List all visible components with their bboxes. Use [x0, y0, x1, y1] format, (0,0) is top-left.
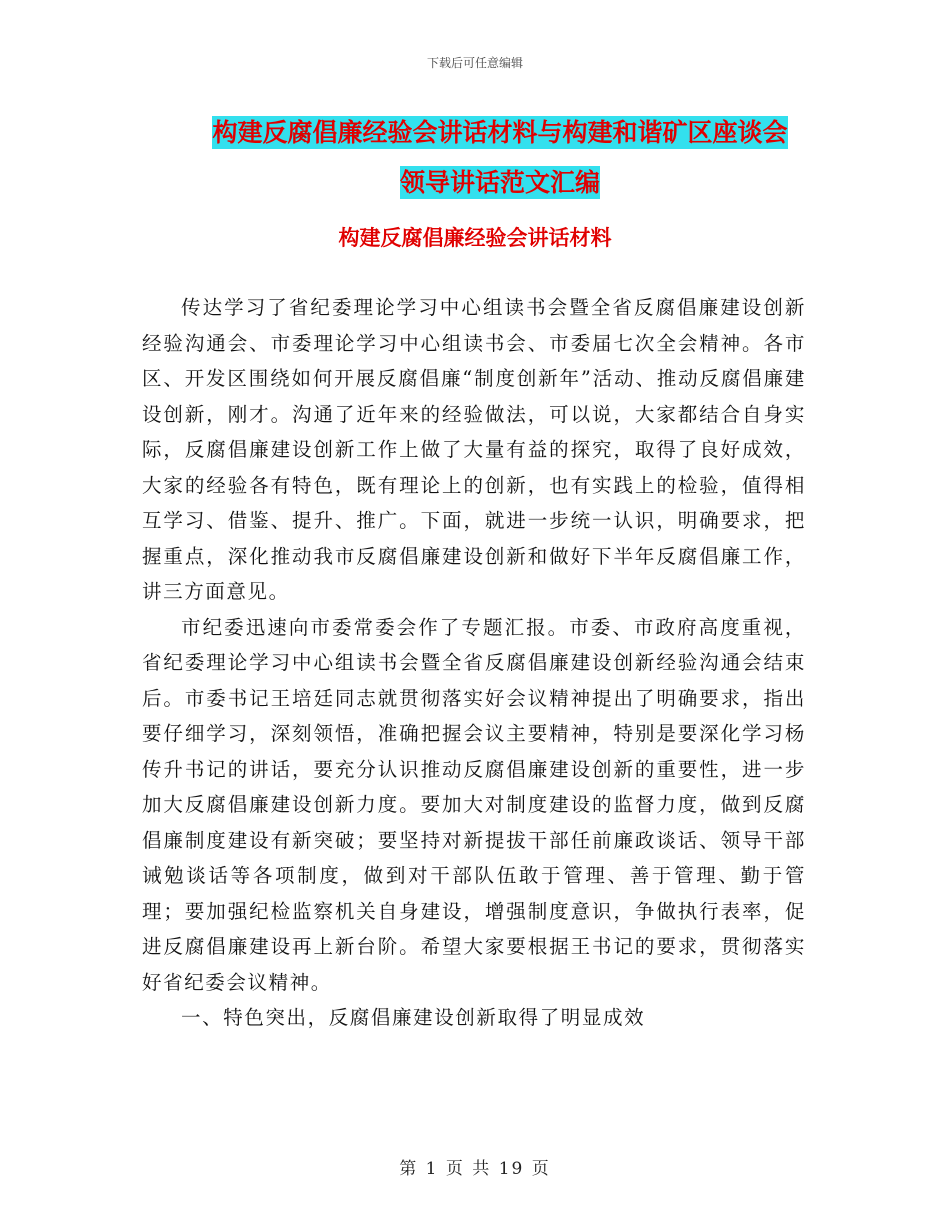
header-note: 下载后可任意编辑 — [426, 56, 523, 70]
title-line-2: 领导讲话范文汇编 — [399, 168, 600, 197]
body-text — [142, 290, 806, 1036]
page-footer: 第 1 页 共 19 页 — [399, 1159, 551, 1179]
paragraph-1: 传达学习了省纪委理论学习中心组读书会暨全省反腐倡廉建设创新经验沟通会、市委理论学习中心组读书会、市委届七次全会精神。各市区、开发区围绕如何开展反腐倡廉“制度创新年”活动、推动反腐倡廉建设创新，刚才。沟通了近年来的经验做法，可以说，大家都结合自身实际，反腐倡廉建设创新工作上做了大量有益的探究，取得了良好成效，大家的经验各有特色，既有理论上的创新，也有实践上的检验，值得相互学习、借鉴、提升、推广。下面，就进一步统一认识，明确要求，把握重点，深化推动我市反腐倡廉建设创新和做好下半年反腐倡廉工作，讲三方面意见。 — [142, 296, 806, 603]
section-title: 构建反腐倡廉经验会讲话材料 — [338, 226, 612, 250]
paragraph-2: 市纪委迅速向市委常委会作了专题汇报。市委、市政府高度重视，省纪委理论学习中心组读书会暨全省反腐倡廉建设创新经验沟通会结束后。市委书记王培廷同志就贯彻落实好会议精神提出了明确要求，指出要仔细学习，深刻领悟，准确把握会议主要精神，特别是要深化学习杨传升书记的讲话，要充分认识推动反腐倡廉建设创新的重要性，进一步加大反腐倡廉建设创新力度。要加大对制度建设的监督力度，做到反腐倡廉制度建设有新突破；要坚持对新提拔干部任前廉政谈话、领导干部诫勉谈话等各项制度，做到对干部队伍敢于管理、善于管理、勤于管理；要加强纪检监察机关自身建设，增强制度意识，争做执行表率，促进反腐倡廉建设再上新台阶。希望大家要根据王书记的要求，贯彻落实好省纪委会议精神。 — [142, 615, 806, 994]
document-title — [100, 108, 900, 208]
paragraph-3-heading: 一、特色突出，反腐倡廉建设创新取得了明显成效 — [181, 1006, 646, 1029]
title-line-1: 构建反腐倡廉经验会讲话材料与构建和谐矿区座谈会 — [212, 118, 788, 147]
